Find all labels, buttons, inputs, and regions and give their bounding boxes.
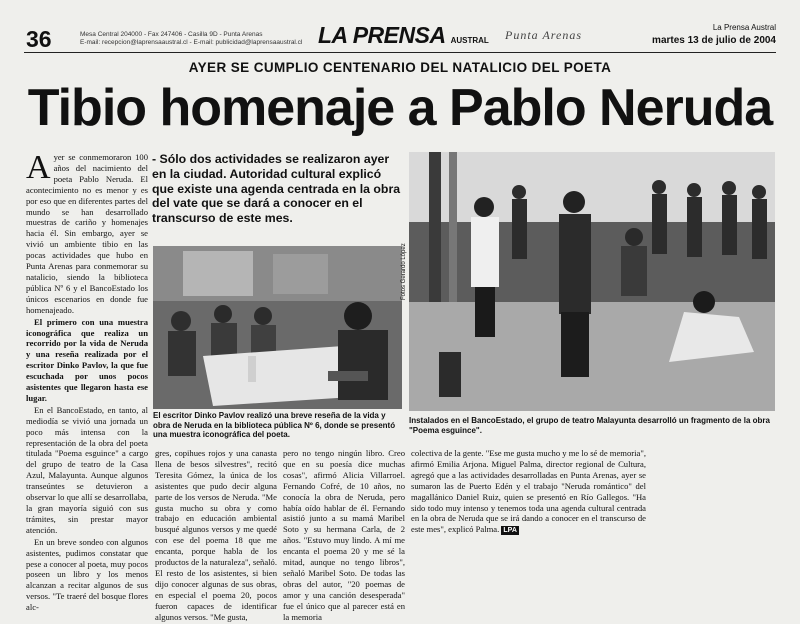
paragraph-text: El primero con una muestra iconográfica que realiza un recorrido por la vida de Neruda y una reseña realizada por el escritor Dinko Pavlov, la que fue escuchada por unos pocos asistentes que llegaron hasta ese lugar.	[26, 316, 148, 403]
masthead-suffix: AUSTRAL	[450, 36, 489, 45]
contact-line: E-mail: recepcion@laprensaaustral.cl - E-mail: publicidad@laprensaaustral.cl	[80, 39, 303, 46]
article-headline: Tibio homenaje a Pablo Neruda	[27, 79, 773, 137]
paragraph	[411, 448, 646, 535]
article-deck: - Sólo dos actividades se realizaron ayer en la ciudad. Autoridad cultural explicó que existe una agenda centrada en la obra del vate que se dará a conocer en el transcurso de este mes.	[152, 152, 401, 226]
photo-library-reading	[153, 246, 402, 409]
article-column-1	[26, 149, 148, 614]
handwritten-note: Punta Arenas	[505, 28, 582, 42]
article-column-3	[283, 448, 405, 624]
paragraph	[26, 149, 148, 316]
paragraph-text: yer se conmemoraron 100 años del nacimiento del poeta Pablo Neruda. El acontecimiento no es menor y es por eso que en diferentes partes del mundo se han desarrollado muestras de cariño y homenajes hacia él. Sin embargo, ayer se vivió un ambiente tibio en las pocas actividades que hubo en Punta Arenas para conmemorar su natalicio, siendo la biblioteca pública Nº 6 y el BancoEstado los únicos escenarios en donde fue homenajeado.	[26, 152, 148, 315]
header-divider	[24, 52, 776, 53]
photo-2-illustration	[409, 152, 775, 411]
paragraph	[26, 317, 148, 404]
paragraph-text: En el BancoEstado, en tanto, al mediodía se vivió una jornada un poco más intensa con la representación de la obra del poeta titulada "Poema esguince" a cargo del grupo de teatro de la Casa Azul, Malayunta. Aunque algunos transeúntes se detuvieron a observar lo que allí se desarrollaba, la gran mayoría siguió con sus trámites, sin prestar mayor atención.	[26, 404, 148, 535]
paper-name: La Prensa Austral	[712, 23, 776, 32]
masthead-logo	[318, 22, 489, 49]
drop-cap: A	[26, 149, 51, 186]
photo-2-caption: Instalados en el BancoEstado, el grupo de teatro Malayunta desarrolló un fragmento de la obra "Poema esguince".	[409, 416, 770, 435]
contact-info	[80, 31, 330, 47]
end-mark: LPA	[503, 527, 517, 535]
article-kicker: AYER SE CUMPLIO CENTENARIO DEL NATALICIO DEL POETA	[188, 60, 612, 75]
page-number: 36	[26, 26, 52, 52]
paragraph: gres, copihues rojos y una canasta llena de besos silvestres", recitó Teresita Gómez, la única de los asistentes que pudo decir alguna parte de los versos de Neruda. "Me gusta mucho su obra y como trabajo en educación ambiental busqué algunos versos y me quedé con ese del poema 18 que me encanta, porque habla de los productos de la naturaleza", señaló. El resto de los asistentes, si bien dijo conocer algunas de sus obras, en especial el poema 20, pocos fueron capaces de identificar algunos versos. "Me gusta,	[155, 448, 277, 622]
masthead-title: LA PRENSA	[318, 22, 445, 48]
photo-credit: Fotos Gerardo López	[401, 243, 407, 300]
contact-line: Mesa Central 204000 - Fax 247406 - Casilla 9D - Punta Arenas	[80, 31, 263, 38]
article-column-2	[155, 448, 277, 624]
photo-theater-performance	[409, 152, 775, 411]
paragraph-text: colectiva de la gente. "Ese me gusta mucho y me lo sé de memoria", afirmó Emilia Arjona. Miguel Palma, director regional de Cultura, agregó que a las actividades desarrolladas en Punta Arenas, ayer se sumaron las de Puerto Edén y el trabajo "Neruda romántico" del magallánico Daniel Ruiz, quien se presentó en Río Gallegos. "Ha sido todo muy intenso y tenemos toda una agenda cultural centrada en la obra de Neruda que se irá dando a conocer en el transcurso de este mes", explicó Palma.	[411, 448, 646, 535]
paragraph: pero no tengo ningún libro. Creo que en su poesía dice muchas cosas", afirmó Alicia Villarroel. Fernando Cofré, de 10 años, no conocía la obra de Neruda, pero había oído hablar de él. Fernando asistió junto a su mamá Maribel Soto y su hermana Carla, de 2 años. "Estuvo muy lindo. A mí me encanta el poema 20 y me sé la mitad, aunque no tengo libros", señaló Maribel Soto. De todas las obras del autor, "20 poemas de amor y una canción desesperada" fue el único que al parecer está en la memoria	[283, 448, 405, 622]
article-column-4	[411, 448, 646, 536]
paragraph	[26, 405, 148, 536]
paragraph-text: En un breve sondeo con algunos asistentes, pudimos constatar que pese a conocer al poeta, muy pocos poseen un libro y los menos alcanzan a recitar algunos de sus versos. "Te traeré del bosque flores alc-	[26, 536, 148, 613]
photo-1-illustration	[153, 246, 402, 409]
issue-date: martes 13 de julio de 2004	[652, 35, 776, 46]
paragraph	[26, 537, 148, 613]
photo-1-caption: El escritor Dinko Pavlov realizó una breve reseña de la vida y obra de Neruda en la biblioteca pública Nº 6, donde se presentó una muestra iconográfica del poeta.	[153, 411, 396, 440]
